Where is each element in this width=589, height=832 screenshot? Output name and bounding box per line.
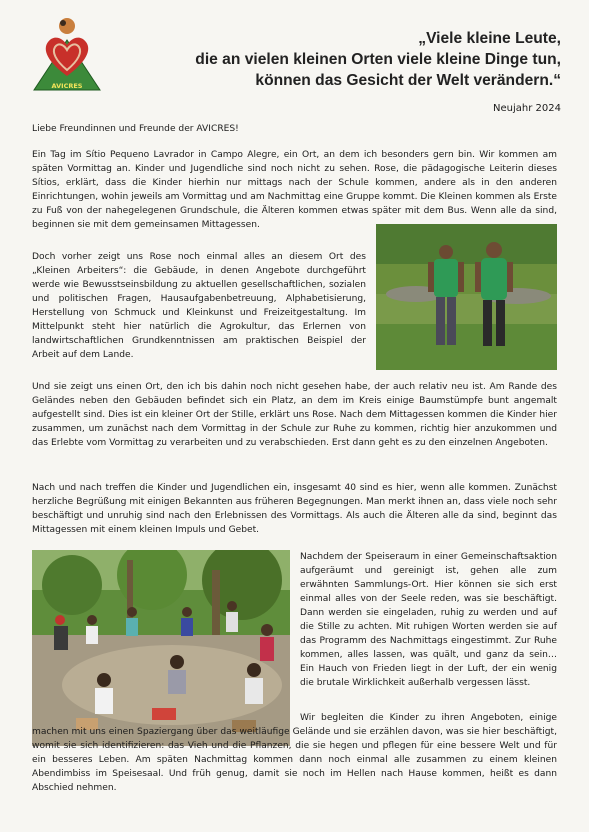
paragraph-5: Nachdem der Speiseraum in einer Gemeinschaftsaktion aufgeräumt und gereinigt ist, gehen alle zum erwähnten Sammlungs-Ort. Hier können sie sich erst einmal alles von der Seele reden, was sie beschäftigt. Dann werden sie eingeladen, ruhig zu werden und auf die Stille zu achten. Mit ruhigen Worten werden sie auf das Programm des Nachmittags eingestimmt. Zur Ruhe kommen, alles lassen, was quält, und ganz da sein… Ein Hauch von Frieden liegt in der Luft, der ein wenig die brutale Wirklichkeit außerhalb vergessen lässt. [300,552,557,688]
avicres-logo [30,12,104,94]
logo-text: AVICRES [51,82,83,90]
paragraph-4: Nach und nach treffen die Kinder und Jugendlichen ein, insgesamt 40 sind es hier, wenn alle kommen. Zunächst herzliche Begrüßung mit einigen Bekannten aus früheren Begegnungen. Man merkt ihnen an, dass viele noch sehr beschäftigt und unruhig sind nach den Erlebnissen des Vormittags. Als auch die Älteren alle da sind, beginnt das Mittagessen mit einem kleinen Impuls und Gebet. [32,483,557,535]
header-quote [141,28,561,91]
quote-line-3: können das Gesicht der Welt verändern.“ [255,72,561,89]
paragraph-3: Und sie zeigt uns einen Ort, den ich bis dahin noch nicht gesehen habe, der auch relativ neu ist. Am Rande des Geländes neben den Gebäuden befindet sich ein Platz, an dem im Kreis einige Baumstümpfe bunt angemalt aufgestellt sind. Dies ist ein kleiner Ort der Stille, erklärt uns Rose. Nach dem Mittagessen kommen die Kinder hier zusammen, um zunächst nach dem Vormittag in der Schule zur Ruhe zu kommen, richtig hier anzukommen und das Erlebte vom Vormittag zu verarbeiten und zu verabschieden. Erst dann geht es zu den einzelnen Angeboten. [32,382,557,448]
photo-staff-garden [376,224,557,370]
letter-date: Neujahr 2024 [493,103,561,114]
paragraph-1: Ein Tag im Sítio Pequeno Lavrador in Campo Alegre, ein Ort, an dem ich besonders gern bin. Wir kommen am späten Vormittag an. Kinder und Jugendliche sind noch nicht zu sehen. Rose, die pädagogische Leiterin dieses Sítios, erklärt, dass die Kinder hierhin nur mittags nach der Schule kommen, andere als in den anderen Einrichtungen, wohin jeweils am Vormittag und am Nachmittag eine Gruppe kommt. Die Kleinen kommen als Erste zu Fuß von der nahegelegenen Grundschule, die Älteren kommen etwas später mit dem Bus. Wenn alle da sind, beginnen sie mit dem gemeinsamen Mittagessen. [32,150,557,230]
quote-line-2: die an vielen kleinen Orten viele kleine Dinge tun, [195,51,561,68]
paragraph-2: Doch vorher zeigt uns Rose noch einmal alles an diesem Ort des „Kleinen Arbeiters“: die Gebäude, in denen Angebote durchgeführt werde wie Bewusstseinsbildung zu aktuellen gesellschaftlichen, sozialen und politischen Fragen, Hausaufgabenbetreuung, Alphabetisierung, Herstellung von Schmuck und Kleinkunst und Freizeitgestaltung. Im Mittelpunkt steht hier natürlich die Agrokultur, das Erlernen von landwirtschaftlichen Grundkenntnissen am praktischen Beispiel der Arbeit auf dem Lande. [32,252,366,360]
greeting: Liebe Freundinnen und Freunde der AVICRES! [32,124,239,134]
paragraph-6: Wir begleiten die Kinder zu ihren Angeboten, einige machen mit uns einen Spaziergang über das weitläufige Gelände und sie erzählen davon, was sie hier beschäftigt, womit sie sich identifizieren: das Vieh und die Pflanzen, die sie hegen und pflegen für eine bessere Welt und für ein besseres Leben. Am späten Nachmittag kommen dann noch einmal alle zusammen zu einem kleinen Abendimbiss im Speisesaal. Und früh genug, damit sie noch im Hellen nach Hause kommen, heißt es dann Abschied nehmen. [32,713,557,793]
quote-line-1: „Viele kleine Leute, [418,30,561,47]
